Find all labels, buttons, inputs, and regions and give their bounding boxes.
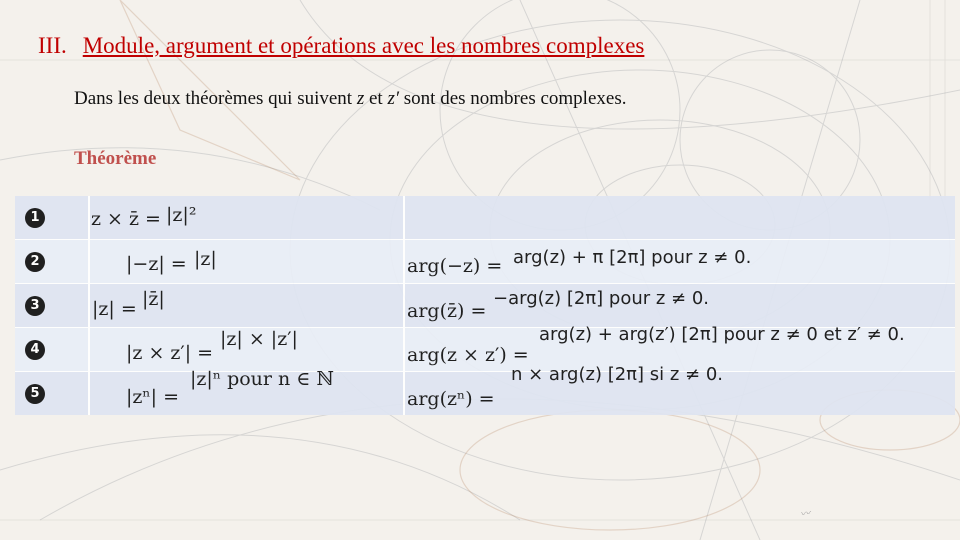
argument-lhs: arg(z × z′) = [407, 344, 529, 366]
title-number: III. [38, 33, 67, 58]
table-row [15, 240, 955, 283]
modulus-rhs: |z̄| [142, 288, 165, 310]
modulus-rhs: |z|² [166, 204, 197, 226]
theorem-table [15, 196, 955, 414]
slide-title [38, 33, 644, 59]
table-row [15, 364, 955, 415]
signature-mark: 〰 [799, 508, 811, 521]
row-number-badge: 5 [25, 384, 45, 404]
modulus-lhs: |zⁿ| = [126, 386, 179, 408]
intro-after: sont des nombres complexes. [403, 88, 627, 109]
intro-et: et [369, 88, 383, 109]
modulus-lhs: |−z| = [126, 253, 187, 275]
row-number-badge: 3 [25, 296, 45, 316]
modulus-lhs: |z × z′| = [126, 342, 214, 364]
row-number-badge: 1 [25, 208, 45, 228]
argument-rhs: arg(z) + π [2π] pour z ≠ 0. [513, 247, 752, 268]
intro-sentence [74, 88, 626, 110]
argument-lhs: arg(−z) = [407, 255, 503, 277]
modulus-rhs: |z| × |z′| [220, 328, 298, 350]
modulus-lhs: |z| = [92, 298, 137, 320]
title-text: Module, argument et opérations avec les nombres complexes [82, 33, 645, 58]
row-number-badge: 2 [25, 252, 45, 272]
row-number-badge: 4 [25, 340, 45, 360]
modulus-lhs: z × z̄ = [91, 208, 161, 230]
table-row [15, 284, 955, 327]
argument-lhs: arg(z̄) = [407, 300, 487, 322]
intro-zprime: z′ [387, 88, 400, 109]
argument-rhs: n × arg(z) [2π] si z ≠ 0. [511, 364, 723, 385]
intro-z: z [356, 88, 365, 109]
argument-rhs: arg(z) + arg(z′) [2π] pour z ≠ 0 et z′ ≠ 0. [539, 324, 905, 345]
table-row [15, 196, 955, 239]
intro-before: Dans les deux théorèmes qui suivent [74, 88, 353, 109]
modulus-rhs: |z| [194, 248, 217, 270]
theorem-label: Théorème [74, 148, 157, 169]
modulus-rhs: |z|ⁿ pour n ∈ ℕ [190, 368, 334, 390]
table-row [15, 324, 955, 371]
argument-rhs: −arg(z) [2π] pour z ≠ 0. [493, 288, 710, 309]
argument-lhs: arg(zⁿ) = [407, 388, 495, 410]
